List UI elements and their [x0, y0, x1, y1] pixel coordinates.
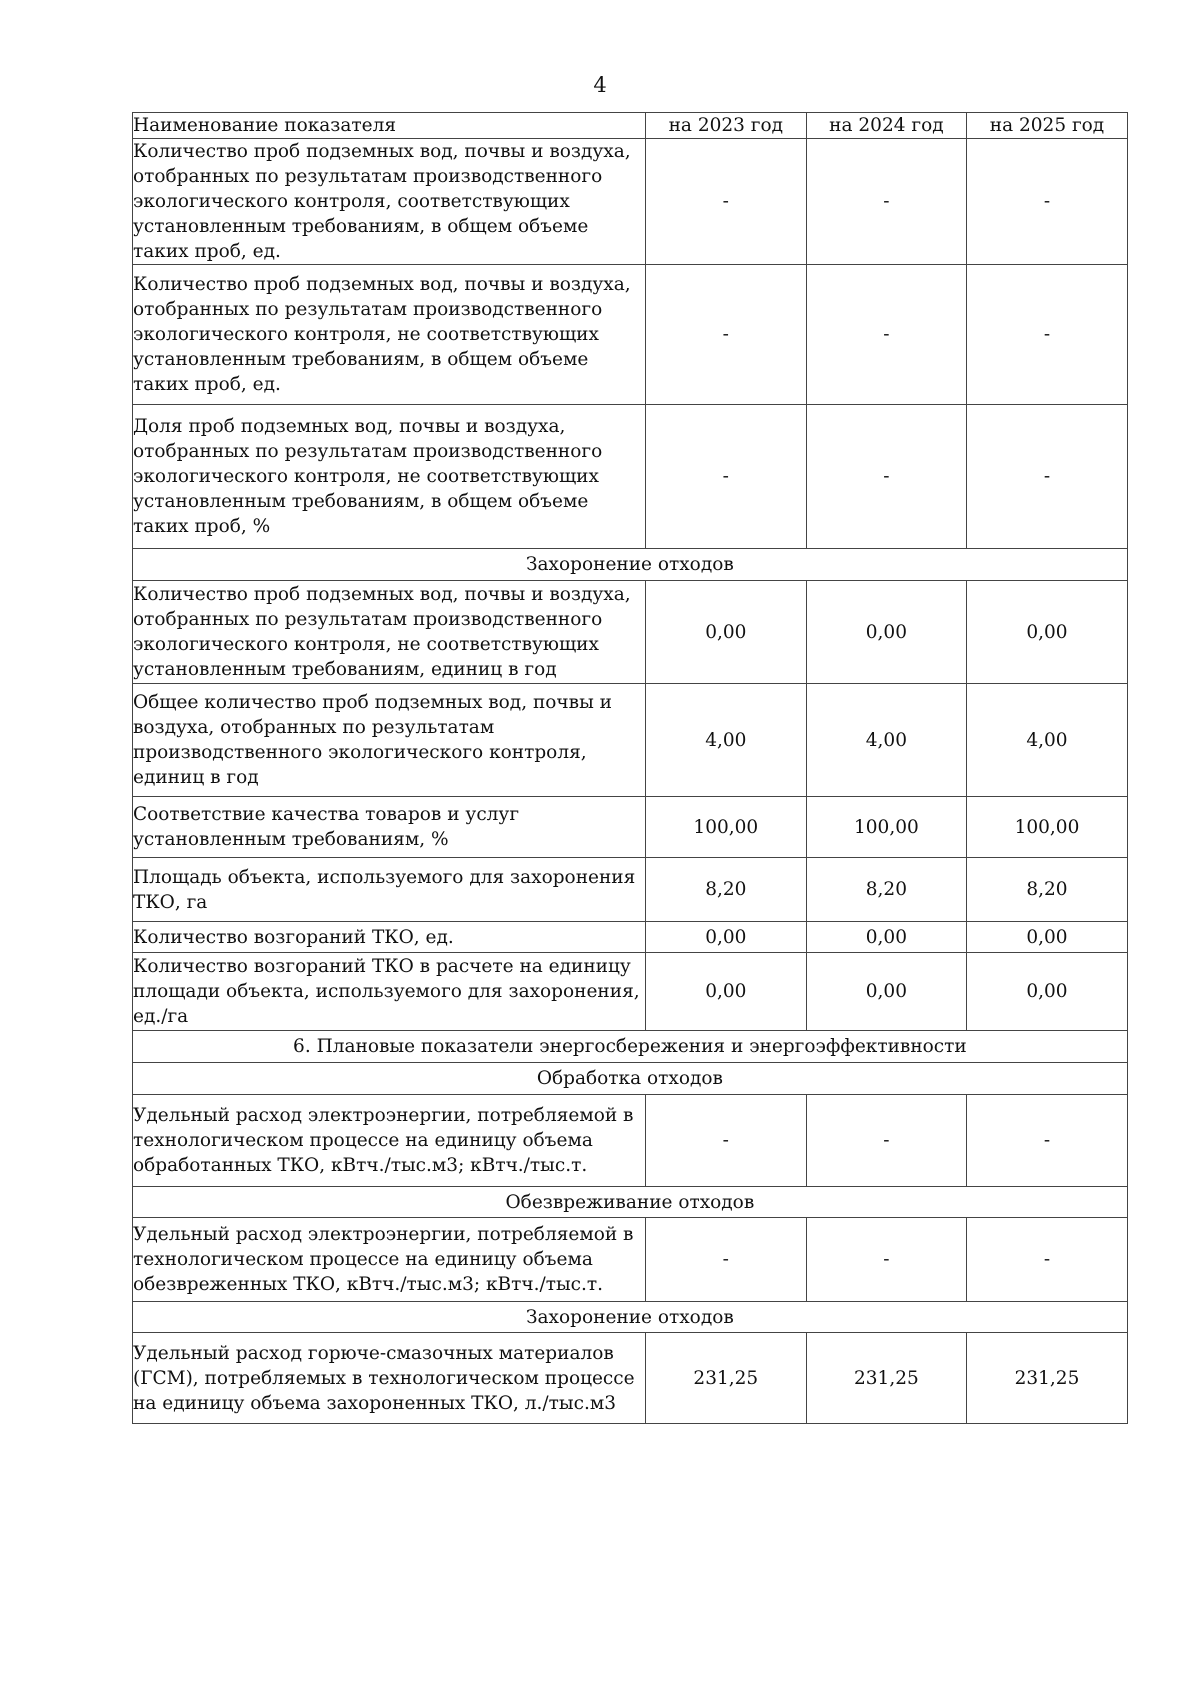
table-row — [133, 922, 1128, 953]
value-2025: - — [967, 1095, 1128, 1187]
section-title-energy: 6. Плановые показатели энергосбережения и энергоэффективности — [133, 1031, 1128, 1063]
indicator-name: Удельный расход горюче-смазочных материалов (ГСМ), потребляемых в технологическом процессе на единицу объема захороненных ТКО, л./тыс.м3 — [133, 1333, 646, 1424]
section-title-burial: Захоронение отходов — [133, 549, 1128, 581]
header-row — [133, 113, 1128, 139]
table-row — [133, 953, 1128, 1031]
section-row — [133, 549, 1128, 581]
value-2023: 231,25 — [646, 1333, 807, 1424]
table-row — [133, 1333, 1128, 1424]
section-title-burial: Захоронение отходов — [133, 1302, 1128, 1333]
value-2023: - — [646, 139, 807, 265]
year-2025-header: на 2025 год — [967, 113, 1128, 139]
section-title-processing: Обработка отходов — [133, 1063, 1128, 1095]
value-2025: - — [967, 405, 1128, 549]
value-2024: 0,00 — [806, 581, 967, 684]
value-2025: - — [967, 265, 1128, 405]
value-2025: 4,00 — [967, 684, 1128, 797]
indicator-name: Соответствие качества товаров и услуг установленным требованиям, % — [133, 797, 646, 858]
value-2024: 231,25 — [806, 1333, 967, 1424]
indicator-name: Количество проб подземных вод, почвы и воздуха, отобранных по результатам производственного экологического контроля, не соответствующих установленным требованиям, в общем объеме таких проб, ед. — [133, 265, 646, 405]
value-2024: 8,20 — [806, 858, 967, 922]
value-2024: 100,00 — [806, 797, 967, 858]
section-row — [133, 1031, 1128, 1063]
value-2025: 0,00 — [967, 581, 1128, 684]
indicator-name-header: Наименование показателя — [133, 113, 646, 139]
value-2023: 0,00 — [646, 581, 807, 684]
section-title-neutralization: Обезвреживание отходов — [133, 1187, 1128, 1218]
indicator-name: Количество проб подземных вод, почвы и воздуха, отобранных по результатам производственного экологического контроля, соответствующих установленным требованиям, в общем объеме таких проб, ед. — [133, 139, 646, 265]
value-2023: - — [646, 1218, 807, 1302]
value-2025: - — [967, 139, 1128, 265]
value-2025: 100,00 — [967, 797, 1128, 858]
table-row — [133, 265, 1128, 405]
value-2024: - — [806, 405, 967, 549]
indicators-table — [132, 112, 1128, 1424]
table-row — [133, 1218, 1128, 1302]
value-2023: 4,00 — [646, 684, 807, 797]
value-2024: - — [806, 265, 967, 405]
page-number: 4 — [593, 73, 607, 97]
year-2023-header: на 2023 год — [646, 113, 807, 139]
table-row — [133, 405, 1128, 549]
value-2023: - — [646, 1095, 807, 1187]
value-2025: 8,20 — [967, 858, 1128, 922]
table-row — [133, 581, 1128, 684]
indicator-name: Количество возгораний ТКО, ед. — [133, 922, 646, 953]
value-2025: 0,00 — [967, 953, 1128, 1031]
value-2024: - — [806, 139, 967, 265]
table-row — [133, 858, 1128, 922]
indicator-name: Общее количество проб подземных вод, почвы и воздуха, отобранных по результатам производственного экологического контроля, единиц в год — [133, 684, 646, 797]
value-2024: - — [806, 1095, 967, 1187]
section-row — [133, 1063, 1128, 1095]
value-2023: 8,20 — [646, 858, 807, 922]
value-2025: 0,00 — [967, 922, 1128, 953]
indicator-name: Удельный расход электроэнергии, потребляемой в технологическом процессе на единицу объема обезвреженных ТКО, кВтч./тыс.м3; кВтч./тыс.т. — [133, 1218, 646, 1302]
indicator-name: Количество проб подземных вод, почвы и воздуха, отобранных по результатам производственного экологического контроля, не соответствующих установленным требованиям, единиц в год — [133, 581, 646, 684]
value-2023: 100,00 — [646, 797, 807, 858]
indicator-name: Количество возгораний ТКО в расчете на единицу площади объекта, используемого для захоронения, ед./га — [133, 953, 646, 1031]
value-2025: 231,25 — [967, 1333, 1128, 1424]
indicator-name: Удельный расход электроэнергии, потребляемой в технологическом процессе на единицу объема обработанных ТКО, кВтч./тыс.м3; кВтч./тыс.т. — [133, 1095, 646, 1187]
value-2023: - — [646, 265, 807, 405]
value-2023: 0,00 — [646, 922, 807, 953]
value-2024: - — [806, 1218, 967, 1302]
value-2024: 0,00 — [806, 953, 967, 1031]
indicator-name: Доля проб подземных вод, почвы и воздуха, отобранных по результатам производственного экологического контроля, не соответствующих установленным требованиям, в общем объеме таких проб, % — [133, 405, 646, 549]
value-2023: - — [646, 405, 807, 549]
year-2024-header: на 2024 год — [806, 113, 967, 139]
value-2024: 0,00 — [806, 922, 967, 953]
section-row — [133, 1187, 1128, 1218]
value-2025: - — [967, 1218, 1128, 1302]
value-2024: 4,00 — [806, 684, 967, 797]
table-row — [133, 797, 1128, 858]
value-2023: 0,00 — [646, 953, 807, 1031]
indicator-name: Площадь объекта, используемого для захоронения ТКО, га — [133, 858, 646, 922]
table-row — [133, 1095, 1128, 1187]
section-row — [133, 1302, 1128, 1333]
table-row — [133, 139, 1128, 265]
table-row — [133, 684, 1128, 797]
